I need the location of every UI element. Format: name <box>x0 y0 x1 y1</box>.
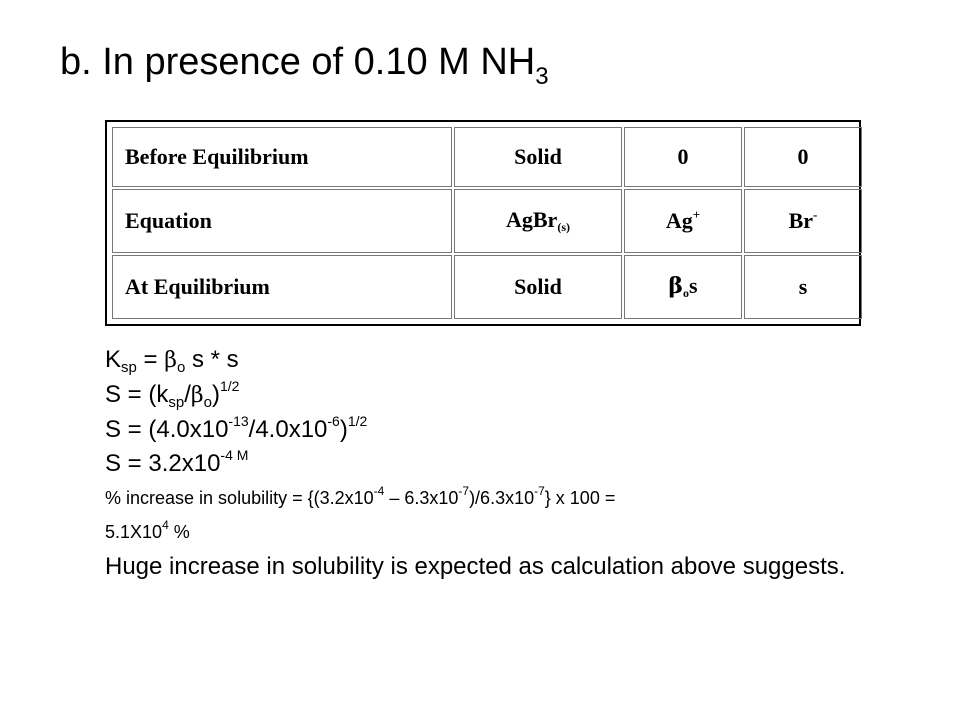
eq-text: )/6.3x10 <box>469 488 535 508</box>
eq-text: } x 100 = <box>544 488 616 508</box>
cell-subscript: o <box>683 285 690 300</box>
table-row-before-equilibrium <box>112 127 862 187</box>
solution-text <box>105 343 870 584</box>
eq-text: ) <box>339 416 348 443</box>
cell-superscript: + <box>692 207 701 223</box>
title-text: b. In presence of 0.10 M NH <box>60 41 536 83</box>
cell-br <box>744 189 862 253</box>
cell-agbr <box>454 189 622 253</box>
percent-increase-result <box>105 515 870 549</box>
eq-superscript: -7 <box>458 484 470 498</box>
eq-text: S = 3.2x10 <box>105 450 221 477</box>
eq-text: % <box>168 522 190 542</box>
equilibrium-table-frame <box>105 120 861 326</box>
eq-superscript: -4 <box>373 484 385 498</box>
cell-subscript: (s) <box>557 219 570 234</box>
eq-text: ) <box>211 381 220 408</box>
eq-text: S = (k <box>105 381 169 408</box>
eq-text: /4.0x10 <box>248 416 328 443</box>
row-label: Equation <box>112 189 452 253</box>
cell-text: Ag <box>665 208 693 234</box>
eq-superscript: -13 <box>228 413 249 429</box>
cell-agbr: Solid <box>454 127 622 187</box>
cell-br: s <box>744 255 862 319</box>
solubility-substitution <box>105 413 870 447</box>
title-subscript: 3 <box>535 63 549 90</box>
eq-superscript: -6 <box>327 413 340 429</box>
beta-symbol: β <box>190 383 204 408</box>
equilibrium-table <box>110 125 864 321</box>
eq-superscript: -7 <box>534 484 545 498</box>
conclusion-text: Huge increase in solubility is expected as calculation above suggests. <box>105 553 846 580</box>
eq-superscript: 1/2 <box>219 378 240 394</box>
eq-text: % increase in solubility = {(3.2x10 <box>105 488 374 508</box>
beta-symbol: β <box>668 272 684 299</box>
cell-text: AgBr <box>506 206 558 232</box>
percent-increase-equation <box>105 481 870 515</box>
cell-superscript: - <box>813 207 818 223</box>
cell-br: 0 <box>744 127 862 187</box>
cell-ag <box>624 255 742 319</box>
eq-text: S = (4.0x10 <box>105 416 229 443</box>
ksp-equation <box>105 343 870 378</box>
table-row-at-equilibrium <box>112 255 862 319</box>
eq-subscript: sp <box>121 359 137 376</box>
eq-text: K <box>105 346 122 373</box>
table-row-equation <box>112 189 862 253</box>
row-label: At Equilibrium <box>112 255 452 319</box>
eq-superscript: 4 <box>162 518 169 532</box>
eq-superscript: 1/2 <box>347 413 368 429</box>
solubility-formula <box>105 378 870 413</box>
cell-ag <box>624 189 742 253</box>
eq-superscript: -4 M <box>220 447 249 463</box>
eq-subscript: sp <box>168 394 185 411</box>
eq-text: s * s <box>185 346 239 373</box>
eq-text: = <box>136 346 165 373</box>
row-label: Before Equilibrium <box>112 127 452 187</box>
slide-title <box>60 38 549 90</box>
eq-text: 5.1X10 <box>105 522 163 542</box>
cell-text: s <box>689 272 698 298</box>
eq-subscript: o <box>203 394 212 411</box>
eq-subscript: o <box>176 359 186 376</box>
beta-symbol: β <box>164 348 177 373</box>
eq-text: / <box>184 381 191 408</box>
cell-text: Br <box>788 208 814 234</box>
eq-text: – 6.3x10 <box>384 488 459 508</box>
solubility-result <box>105 447 870 481</box>
cell-agbr: Solid <box>454 255 622 319</box>
cell-ag: 0 <box>624 127 742 187</box>
